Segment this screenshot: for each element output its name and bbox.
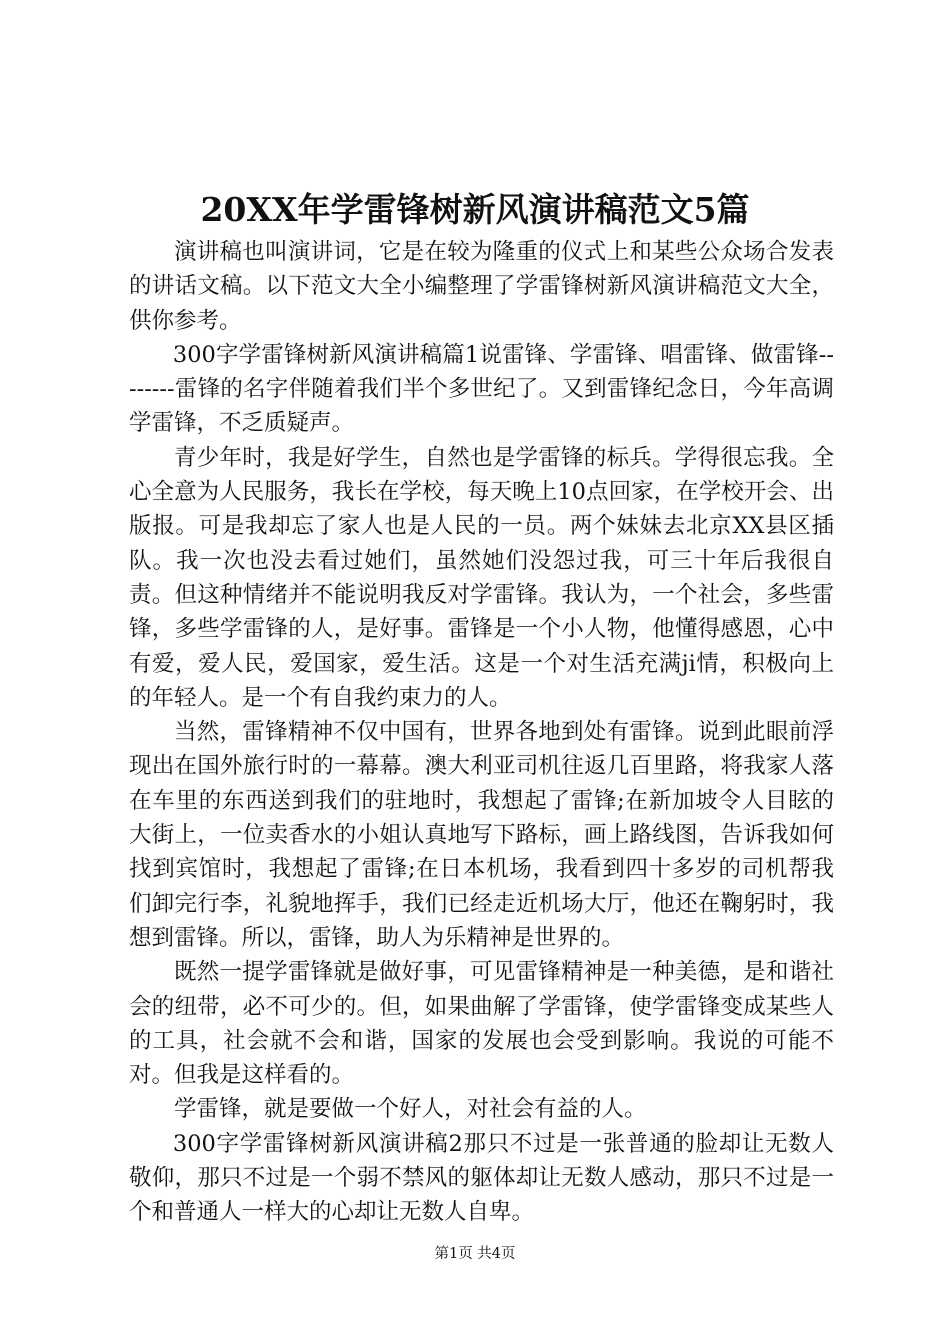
paragraph-speech-2-opening: 300字学雷锋树新风演讲稿2那只不过是一张普通的脸却让无数人敬仰，那只不过是一个弱不禁风的躯体却让无数人感动，那只不过是一个和普通人一样大的心却让无数人自卑。 xyxy=(129,1130,834,1226)
paragraph-intro: 演讲稿也叫演讲词，它是在较为隆重的仪式上和某些公众场合发表的讲话文稿。以下范文大全小编整理了学雷锋树新风演讲稿范文大全，供你参考。 xyxy=(129,239,834,334)
paragraph-speech-1-opening: 300字学雷锋树新风演讲稿篇1说雷锋、学雷锋、唱雷锋、做雷锋--------雷锋的名字伴随着我们半个多世纪了。又到雷锋纪念日，今年高调学雷锋，不乏质疑声。 xyxy=(129,341,834,437)
paragraph-youth-memory: 青少年时，我是好学生，自然也是学雷锋的标兵。学得很忘我。全心全意为人民服务，我长在学校，每天晚上10点回家，在学校开会、出版报。可是我却忘了家人也是人民的一员。两个妹妹去北京XX县区插队。我一次也没去看过她们，虽然她们没怨过我，可三十年后我很自责。但这种情绪并不能说明我反对学雷锋。我认为，一个社会，多些雷锋，多些学雷锋的人，是好事。雷锋是一个小人物，他懂得感恩，心中有爱，爱人民，爱国家，爱生活。这是一个对生活充满ji情，积极向上的年轻人。是一个有自我约束力的人。 xyxy=(129,444,834,711)
paragraph-world-leifeng: 当然，雷锋精神不仅中国有，世界各地到处有雷锋。说到此眼前浮现出在国外旅行时的一幕幕。澳大利亚司机往返几百里路，将我家人落在车里的东西送到我们的驻地时，我想起了雷锋;在新加坡令人目眩的大街上，一位卖香水的小姐认真地写下路标，画上路线图，告诉我如何找到宾馆时，我想起了雷锋;在日本机场，我看到四十多岁的司机帮我们卸完行李，礼貌地挥手，我们已经走近机场大厅，他还在鞠躬时，我想到雷锋。所以，雷锋，助人为乐精神是世界的。 xyxy=(129,719,834,951)
document-title: 20XX年学雷锋树新风演讲稿范文5篇 xyxy=(200,190,750,229)
paragraph-good-person: 学雷锋，就是要做一个好人，对社会有益的人。 xyxy=(174,1096,647,1123)
document-body xyxy=(129,235,834,1230)
page-footer: 第1页 共4页 xyxy=(434,1246,516,1262)
paragraph-social-harmony: 既然一提学雷锋就是做好事，可见雷锋精神是一种美德，是和谐社会的纽带，必不可少的。但，如果曲解了学雷锋，使学雷锋变成某些人的工具，社会就不会和谐，国家的发展也会受到影响。我说的可能不对。但我是这样看的。 xyxy=(129,959,834,1089)
